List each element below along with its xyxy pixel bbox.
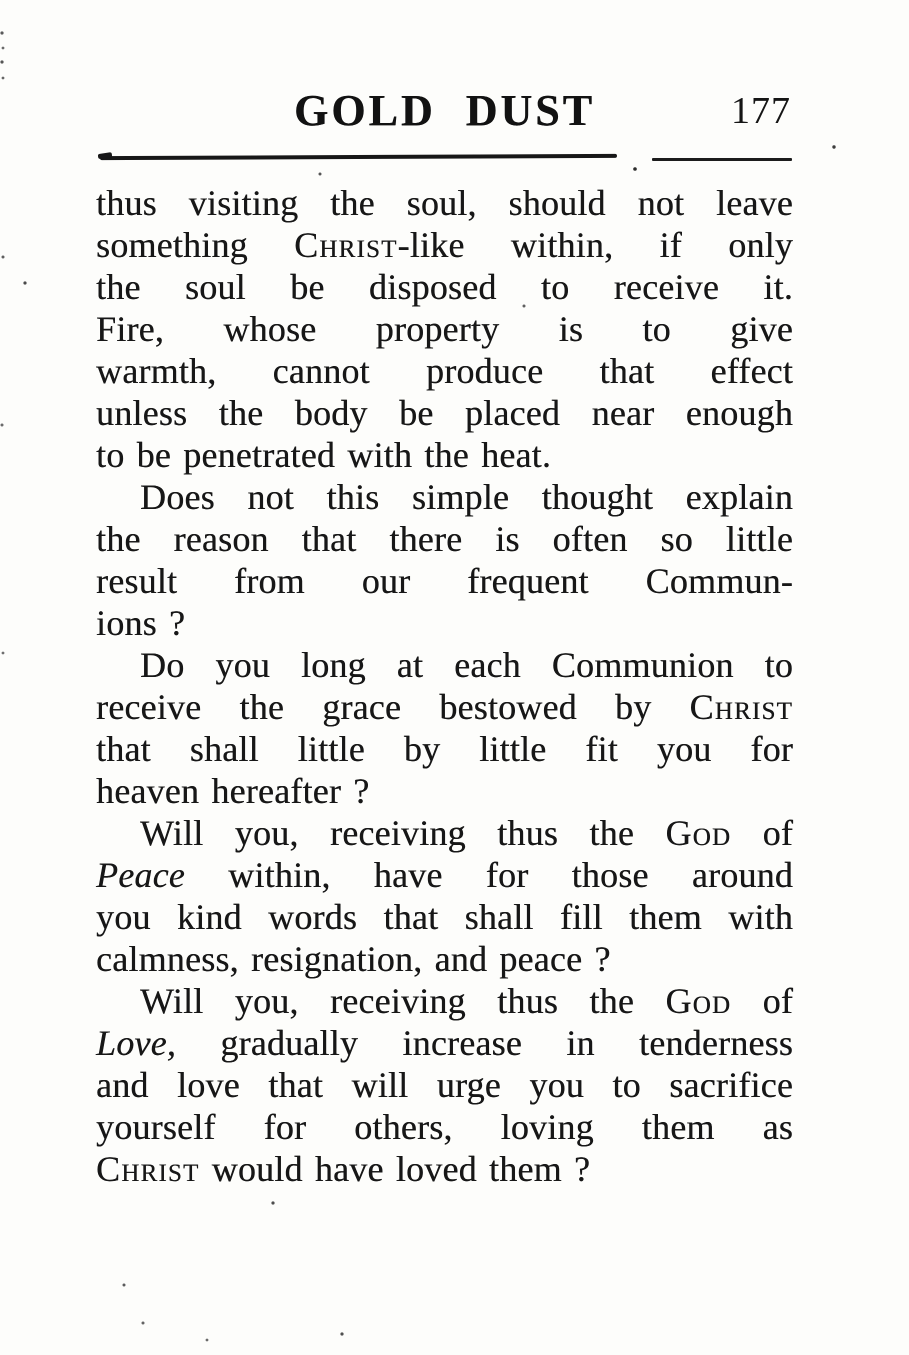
paragraph	[96, 980, 793, 1190]
page-title: GOLD DUST	[294, 86, 595, 135]
page-number: 177	[731, 90, 791, 132]
text-line	[96, 518, 793, 560]
text-segment: something	[96, 225, 295, 265]
paragraph	[96, 182, 793, 476]
text-segment: of	[731, 813, 793, 853]
text-segment: would have loved them ?	[199, 1149, 591, 1189]
text-segment: Fire, whose property is to give	[96, 309, 793, 349]
text-line	[96, 980, 793, 1022]
smallcaps-word: Christ	[294, 225, 398, 265]
smallcaps-word: God	[665, 813, 732, 853]
text-segment: Does not this simple thought explain	[140, 477, 793, 517]
text-line	[96, 602, 793, 644]
text-line	[96, 1148, 793, 1190]
text-segment: you kind words that shall fill them with	[96, 897, 793, 937]
text-segment: yourself for others, loving them as	[96, 1107, 793, 1147]
text-segment: warmth, cannot produce that effect	[96, 351, 793, 391]
text-line	[96, 770, 793, 812]
text-segment: ions ?	[96, 603, 186, 643]
text-segment: Do you long at each Communion to	[140, 645, 793, 685]
text-line	[96, 434, 793, 476]
text-segment: the reason that there is often so little	[96, 519, 793, 559]
body-text	[96, 182, 793, 1190]
text-line	[96, 350, 793, 392]
smallcaps-word: Christ	[96, 1149, 200, 1189]
text-line	[96, 854, 793, 896]
text-segment: unless the body be placed near enough	[96, 393, 793, 433]
text-segment: the soul be disposed to receive it.	[96, 267, 793, 307]
text-segment: of	[731, 981, 793, 1021]
text-line	[96, 686, 793, 728]
header-rule-left	[100, 154, 617, 160]
text-line	[96, 812, 793, 854]
italic-word: Peace	[96, 855, 185, 895]
text-line	[96, 224, 793, 266]
text-line	[96, 476, 793, 518]
text-line	[96, 392, 793, 434]
text-segment: result from our frequent Commun-	[96, 561, 793, 601]
italic-word: Love,	[96, 1023, 176, 1063]
text-segment: to be penetrated with the heat.	[96, 435, 552, 475]
text-segment: that shall little by little fit you for	[96, 729, 793, 769]
paragraph	[96, 812, 793, 980]
text-line	[96, 728, 793, 770]
text-segment: and love that will urge you to sacrifice	[96, 1065, 793, 1105]
paragraph	[96, 476, 793, 644]
running-head	[96, 84, 793, 138]
text-line	[96, 308, 793, 350]
text-segment: heaven hereafter ?	[96, 771, 370, 811]
text-segment: calmness, resignation, and peace ?	[96, 939, 611, 979]
smallcaps-word: God	[665, 981, 732, 1021]
text-segment: Will you, receiving thus the	[140, 813, 666, 853]
paragraph	[96, 644, 793, 812]
header-rule-right	[652, 158, 792, 161]
text-line	[96, 266, 793, 308]
text-line	[96, 1022, 793, 1064]
scan-noise	[0, 0, 2, 2]
text-line	[96, 896, 793, 938]
text-line	[96, 1064, 793, 1106]
text-line	[96, 560, 793, 602]
text-line	[96, 1106, 793, 1148]
smallcaps-word: Christ	[689, 687, 793, 727]
text-line	[96, 938, 793, 980]
text-segment: -like within, if only	[397, 225, 793, 265]
text-line	[96, 182, 793, 224]
text-segment: thus visiting the soul, should not leave	[96, 183, 793, 223]
text-segment: within, have for those around	[184, 855, 793, 895]
text-segment: gradually increase in tenderness	[175, 1023, 793, 1063]
text-segment: receive the grace bestowed by	[96, 687, 690, 727]
text-segment: Will you, receiving thus the	[140, 981, 666, 1021]
text-line	[96, 644, 793, 686]
